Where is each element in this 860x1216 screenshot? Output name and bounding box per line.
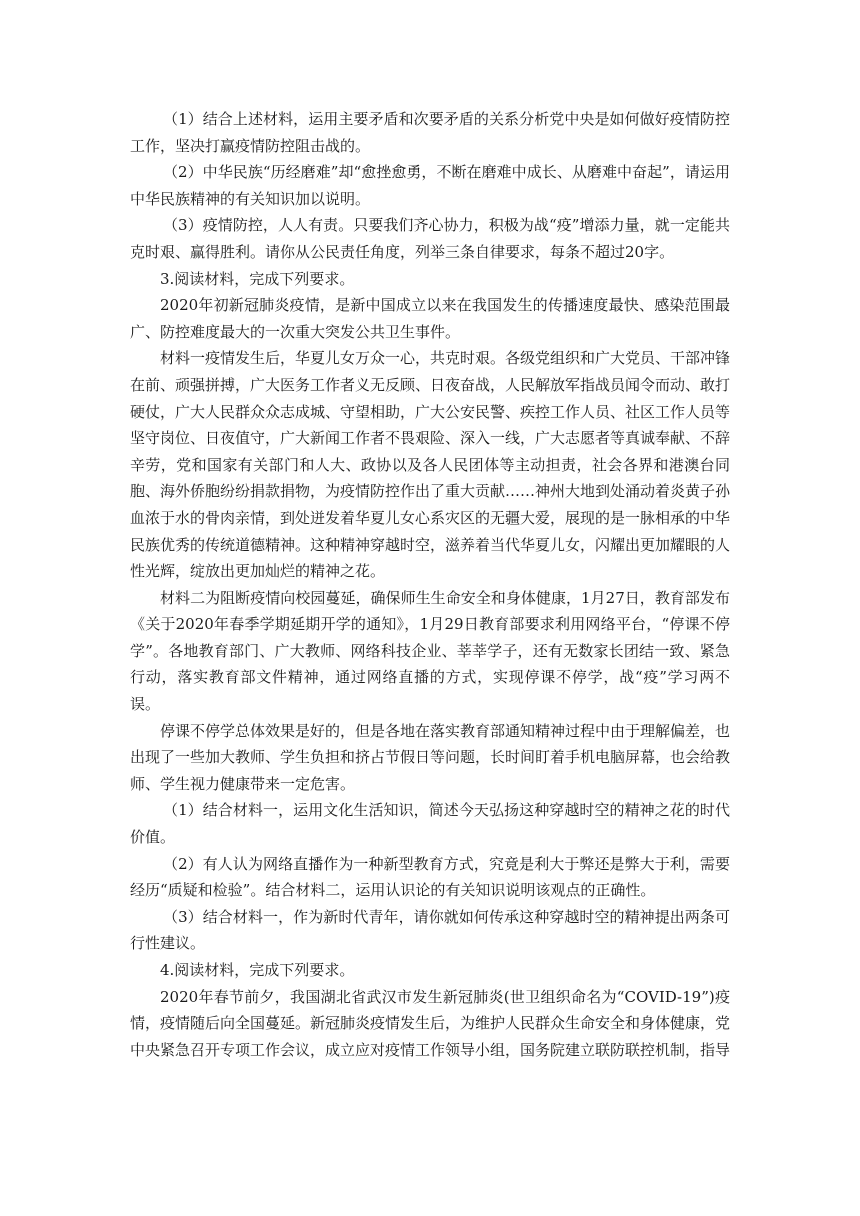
- question-paragraph: （1）结合上述材料，运用主要矛盾和次要矛盾的关系分析党中央是如何做好疫情防控工作，坚决打赢疫情防控阻击战的。: [130, 110, 730, 155]
- question-paragraph: （2）中华民族“历经磨难”却“愈挫愈勇，不断在磨难中成长、从磨难中奋起”，请运用中华民族精神的有关知识加以说明。: [130, 163, 730, 208]
- material-paragraph: 材料二为阻断疫情向校园蔓延，确保师生生命安全和身体健康，1月27日，教育部发布《关于2020年春季学期延期开学的通知》，1月29日教育部要求利用网络平台，“停课不停学”。各地教育部门、广大教师、网络科技企业、莘莘学子，还有无数家长团结一致、紧急行动，落实教育部文件精神，通过网络直播的方式，实现停课不停学，战“疫”学习两不误。: [130, 588, 730, 714]
- section-heading: 3.阅读材料，完成下列要求。: [160, 269, 355, 288]
- body-paragraph: 2020年初新冠肺炎疫情，是新中国成立以来在我国发生的传播速度最快、感染范围最广、防控难度最大的一次重大突发公共卫生事件。: [130, 296, 730, 341]
- question-paragraph: （1）结合材料一，运用文化生活知识，简述今天弘扬这种穿越时空的精神之花的时代价值。: [130, 801, 730, 847]
- body-paragraph: 停课不停学总体效果是好的，但是各地在落实教育部通知精神过程中由于理解偏差，也出现了一些加大教师、学生负担和挤占节假日等问题，长时间盯着手机电脑屏幕，也会给教师、学生视力健康带来一定危害。: [130, 721, 731, 793]
- section-heading: 4.阅读材料，完成下列要求。: [160, 961, 355, 979]
- question-paragraph: （3）结合材料一，作为新时代青年，请你就如何传承这种穿越时空的精神提出两条可行性建议。: [130, 907, 730, 953]
- question-paragraph: （2）有人认为网络直播作为一种新型教育方式，究竟是利大于弊还是弊大于利，需要经历“质疑和检验”。结合材料二，运用认识论的有关知识说明该观点的正确性。: [130, 854, 730, 900]
- question-paragraph: （3）疫情防控，人人有责。只要我们齐心协力，积极为战“疫”增添力量，就一定能共克时艰、赢得胜利。请你从公民责任角度，列举三条自律要求，每条不超过20字。: [130, 216, 730, 261]
- material-paragraph: 材料一疫情发生后，华夏儿女万众一心，共克时艰。各级党组织和广大党员、干部冲锋在前、顽强拼搏，广大医务工作者义无反顾、日夜奋战，人民解放军指战员闻令而动、敢打硬仗，广大人民群众众志成城、守望相助，广大公安民警、疾控工作人员、社区工作人员等坚守岗位、日夜值守，广大新闻工作者不畏艰险、深入一线，广大志愿者等真诚奉献、不辞辛劳，党和国家有关部门和人大、政协以及各人民团体等主动担责，社会各界和港澳台同胞、海外侨胞纷纷捐款捐物，为疫情防控作出了重大贡献……神州大地到处涌动着炎黄子孙血浓于水的骨肉亲情，到处迸发着华夏儿女心系灾区的无疆大爱，展现的是一脉相承的中华民族优秀的传统道德精神。这种精神穿越时空，滋养着当代华夏儿女，闪耀出更加耀眼的人性光辉，绽放出更加灿烂的精神之花。: [130, 349, 731, 581]
- document-page: [130, 106, 730, 1063]
- body-paragraph: 2020年春节前夕，我国湖北省武汉市发生新冠肺炎(世卫组织命名为“COVID-19”)疫情，疫情随后向全国蔓延。新冠肺炎疫情发生后，为维护人民群众生命安全和身体健康，党中央紧急召开专项工作会议，成立应对疫情工作领导小组，国务院建立联防联控机制，指导: [130, 987, 731, 1059]
